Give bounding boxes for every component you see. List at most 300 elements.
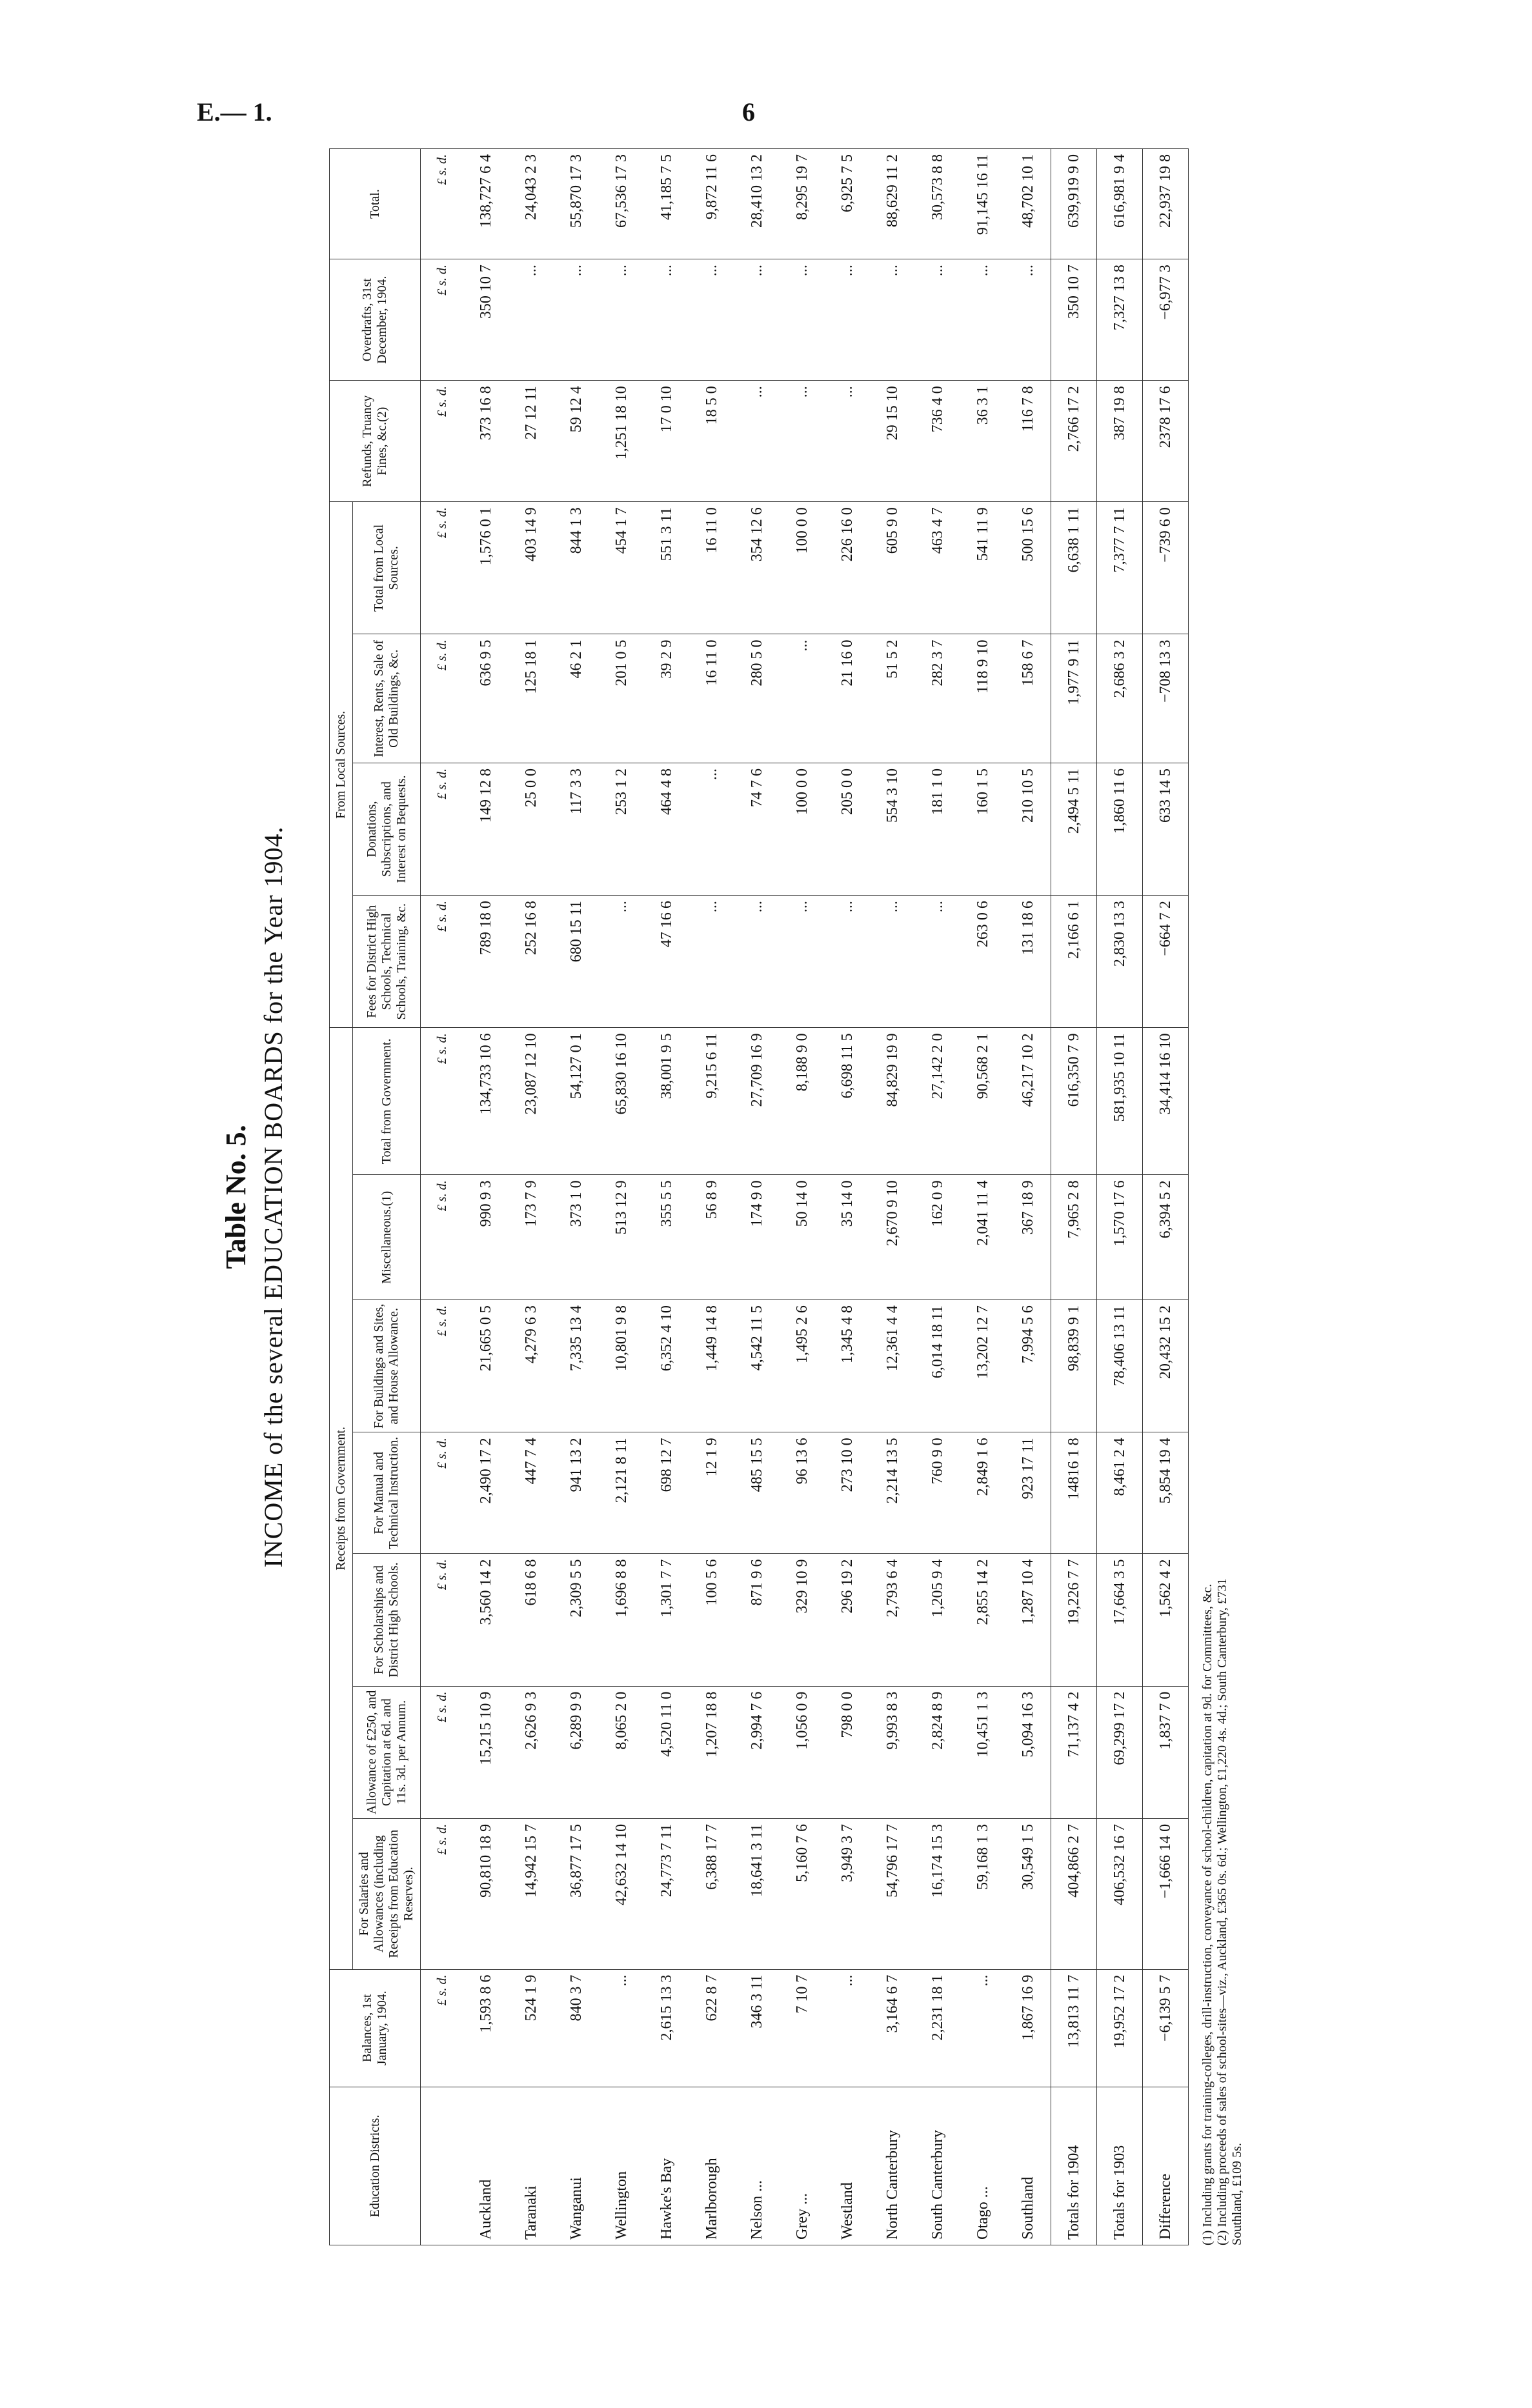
units-cell: £ s. d. bbox=[421, 1175, 464, 1300]
amount-cell: 355 5 5 bbox=[644, 1175, 689, 1300]
footnotes bbox=[1200, 148, 1245, 2245]
amount-cell: ... bbox=[1005, 259, 1051, 381]
amount-cell: 2,121 8 11 bbox=[599, 1432, 644, 1554]
amount-cell: 2,041 11 4 bbox=[960, 1175, 1005, 1300]
amount-cell: 844 1 3 bbox=[554, 502, 599, 634]
amount-cell: 16 11 0 bbox=[689, 502, 734, 634]
district-name: Totals for 1903 bbox=[1097, 2087, 1143, 2245]
amount-cell: 4,279 6 3 bbox=[509, 1300, 554, 1432]
district-name: Hawke's Bay bbox=[644, 2087, 689, 2245]
header-local-sources: From Local Sources. bbox=[330, 502, 353, 1028]
amount-cell: 1,860 11 6 bbox=[1097, 763, 1143, 895]
district-name: Westland bbox=[825, 2087, 870, 2245]
units-cell: £ s. d. bbox=[421, 1969, 464, 2087]
amount-cell: 2378 17 6 bbox=[1143, 381, 1189, 502]
district-name: Nelson ... bbox=[734, 2087, 780, 2245]
amount-cell: 616,981 9 4 bbox=[1097, 149, 1143, 259]
amount-cell: 2,490 17 2 bbox=[463, 1432, 509, 1554]
amount-cell: 14,942 15 7 bbox=[509, 1818, 554, 1969]
amount-cell: 181 1 0 bbox=[915, 763, 960, 895]
header-total-government: Total from Government. bbox=[353, 1028, 421, 1175]
amount-cell: 125 18 1 bbox=[509, 634, 554, 763]
table-number: Table No. 5. bbox=[220, 1125, 252, 1269]
amount-cell: 34,414 16 10 bbox=[1143, 1028, 1189, 1175]
amount-cell: 134,733 10 6 bbox=[463, 1028, 509, 1175]
header-misc: Miscellaneous.(1) bbox=[353, 1175, 421, 1300]
amount-cell: 7,994 5 6 bbox=[1005, 1300, 1051, 1432]
amount-cell: 17,664 3 5 bbox=[1097, 1554, 1143, 1686]
units-row bbox=[421, 149, 464, 2245]
header-balances: Balances, 1st January, 1904. bbox=[330, 1969, 421, 2087]
amount-cell: 618 6 8 bbox=[509, 1554, 554, 1686]
amount-cell: 9,215 6 11 bbox=[689, 1028, 734, 1175]
amount-cell: 2,166 6 1 bbox=[1051, 896, 1097, 1028]
table-row bbox=[644, 149, 689, 2245]
amount-cell: 1,593 8 6 bbox=[463, 1969, 509, 2087]
amount-cell: 1,449 14 8 bbox=[689, 1300, 734, 1432]
amount-cell: 16 11 0 bbox=[689, 634, 734, 763]
units-cell: £ s. d. bbox=[421, 149, 464, 259]
amount-cell: 48,702 10 1 bbox=[1005, 149, 1051, 259]
amount-cell: ... bbox=[554, 259, 599, 381]
amount-cell: 8,461 2 4 bbox=[1097, 1432, 1143, 1554]
amount-cell: 1,495 2 6 bbox=[780, 1300, 825, 1432]
header-overdrafts: Overdrafts, 31st December, 1904. bbox=[330, 259, 421, 381]
district-name: Marlborough bbox=[689, 2087, 734, 2245]
amount-cell: 6,388 17 7 bbox=[689, 1818, 734, 1969]
amount-cell: 67,536 17 3 bbox=[599, 149, 644, 259]
table-row bbox=[509, 149, 554, 2245]
amount-cell: 1,837 7 0 bbox=[1143, 1686, 1189, 1818]
amount-cell: 2,626 9 3 bbox=[509, 1686, 554, 1818]
district-name: Difference bbox=[1143, 2087, 1189, 2245]
totals-row bbox=[1051, 149, 1097, 2245]
amount-cell: ... bbox=[780, 634, 825, 763]
units-cell: £ s. d. bbox=[421, 502, 464, 634]
amount-cell: 3,164 6 7 bbox=[870, 1969, 915, 2087]
amount-cell: 616,350 7 9 bbox=[1051, 1028, 1097, 1175]
district-name: Wellington bbox=[599, 2087, 644, 2245]
amount-cell: 513 12 9 bbox=[599, 1175, 644, 1300]
amount-cell: 117 3 3 bbox=[554, 763, 599, 895]
amount-cell: 406,532 16 7 bbox=[1097, 1818, 1143, 1969]
amount-cell: 633 14 5 bbox=[1143, 763, 1189, 895]
amount-cell: 1,977 9 11 bbox=[1051, 634, 1097, 763]
district-name: Auckland bbox=[463, 2087, 509, 2245]
amount-cell: 6,925 7 5 bbox=[825, 149, 870, 259]
amount-cell: 736 4 0 bbox=[915, 381, 960, 502]
amount-cell: 25 0 0 bbox=[509, 763, 554, 895]
amount-cell: 27,142 2 0 bbox=[915, 1028, 960, 1175]
amount-cell: 6,014 18 11 bbox=[915, 1300, 960, 1432]
district-name: Totals for 1904 bbox=[1051, 2087, 1097, 2245]
amount-cell: ... bbox=[825, 259, 870, 381]
amount-cell: 273 10 0 bbox=[825, 1432, 870, 1554]
amount-cell: 27 12 11 bbox=[509, 381, 554, 502]
amount-cell: 41,185 7 5 bbox=[644, 149, 689, 259]
table-row bbox=[689, 149, 734, 2245]
amount-cell: 760 9 0 bbox=[915, 1432, 960, 1554]
amount-cell: ... bbox=[599, 1969, 644, 2087]
units-cell: £ s. d. bbox=[421, 1300, 464, 1432]
page-number: 6 bbox=[742, 97, 755, 126]
amount-cell: 84,829 19 9 bbox=[870, 1028, 915, 1175]
amount-cell: 2,494 5 11 bbox=[1051, 763, 1097, 895]
amount-cell: 464 4 8 bbox=[644, 763, 689, 895]
amount-cell: 2,766 17 2 bbox=[1051, 381, 1097, 502]
amount-cell: 91,145 16 11 bbox=[960, 149, 1005, 259]
amount-cell: 5,160 7 6 bbox=[780, 1818, 825, 1969]
amount-cell: 2,793 6 4 bbox=[870, 1554, 915, 1686]
amount-cell: ... bbox=[689, 259, 734, 381]
amount-cell: 6,352 4 10 bbox=[644, 1300, 689, 1432]
amount-cell: 367 18 9 bbox=[1005, 1175, 1051, 1300]
amount-cell: 7 10 7 bbox=[780, 1969, 825, 2087]
amount-cell: 8,188 9 0 bbox=[780, 1028, 825, 1175]
amount-cell: 990 9 3 bbox=[463, 1175, 509, 1300]
amount-cell: −6,977 3 bbox=[1143, 259, 1189, 381]
amount-cell: 14816 1 8 bbox=[1051, 1432, 1097, 1554]
amount-cell: 1,301 7 7 bbox=[644, 1554, 689, 1686]
amount-cell: 118 9 10 bbox=[960, 634, 1005, 763]
amount-cell: 9,872 11 6 bbox=[689, 149, 734, 259]
amount-cell: 8,295 19 7 bbox=[780, 149, 825, 259]
amount-cell: ... bbox=[734, 381, 780, 502]
amount-cell: ... bbox=[599, 896, 644, 1028]
amount-cell: 20,432 15 2 bbox=[1143, 1300, 1189, 1432]
amount-cell: ... bbox=[960, 259, 1005, 381]
amount-cell: 98,839 9 1 bbox=[1051, 1300, 1097, 1432]
page-reference: E.— 1. bbox=[197, 97, 272, 126]
district-name: Otago ... bbox=[960, 2087, 1005, 2245]
amount-cell: 36,877 17 5 bbox=[554, 1818, 599, 1969]
amount-cell: 280 5 0 bbox=[734, 634, 780, 763]
amount-cell: 636 9 5 bbox=[463, 634, 509, 763]
amount-cell: 59,168 1 3 bbox=[960, 1818, 1005, 1969]
table-row bbox=[599, 149, 644, 2245]
header-scholarships: For Scholarships and District High Schools. bbox=[353, 1554, 421, 1686]
amount-cell: 541 11 9 bbox=[960, 502, 1005, 634]
table-body bbox=[421, 149, 1189, 2245]
table-caption: INCOME of the several EDUCATION BOARDS for the Year 1904. bbox=[259, 826, 288, 1568]
amount-cell: 500 15 6 bbox=[1005, 502, 1051, 634]
amount-cell: 403 14 9 bbox=[509, 502, 554, 634]
amount-cell: 88,629 11 2 bbox=[870, 149, 915, 259]
amount-cell: 4,542 11 5 bbox=[734, 1300, 780, 1432]
amount-cell: 16,174 15 3 bbox=[915, 1818, 960, 1969]
amount-cell: 1,696 8 8 bbox=[599, 1554, 644, 1686]
units-blank bbox=[421, 2087, 464, 2245]
amount-cell: ... bbox=[734, 259, 780, 381]
amount-cell: 373 1 0 bbox=[554, 1175, 599, 1300]
header-refunds: Refunds, Truancy Fines, &c.(2) bbox=[330, 381, 421, 502]
amount-cell: 69,299 17 2 bbox=[1097, 1686, 1143, 1818]
amount-cell: ... bbox=[599, 259, 644, 381]
district-name: Southland bbox=[1005, 2087, 1051, 2245]
amount-cell: ... bbox=[870, 896, 915, 1028]
amount-cell: 354 12 6 bbox=[734, 502, 780, 634]
amount-cell: 447 7 4 bbox=[509, 1432, 554, 1554]
district-name: North Canterbury bbox=[870, 2087, 915, 2245]
header-districts: Education Districts. bbox=[330, 2087, 421, 2245]
district-name: Grey ... bbox=[780, 2087, 825, 2245]
amount-cell: 639,919 9 0 bbox=[1051, 149, 1097, 259]
amount-cell: 5,094 16 3 bbox=[1005, 1686, 1051, 1818]
rotated-table-page bbox=[168, 148, 1329, 2245]
amount-cell: 263 0 6 bbox=[960, 896, 1005, 1028]
amount-cell: ... bbox=[644, 259, 689, 381]
amount-cell: 138,727 6 4 bbox=[463, 149, 509, 259]
amount-cell: 789 18 0 bbox=[463, 896, 509, 1028]
amount-cell: 581,935 10 11 bbox=[1097, 1028, 1143, 1175]
amount-cell: 55,870 17 3 bbox=[554, 149, 599, 259]
table-row bbox=[1005, 149, 1051, 2245]
amount-cell: 205 0 0 bbox=[825, 763, 870, 895]
amount-cell: 6,638 1 11 bbox=[1051, 502, 1097, 634]
amount-cell: 160 1 5 bbox=[960, 763, 1005, 895]
amount-cell: 923 17 11 bbox=[1005, 1432, 1051, 1554]
amount-cell: 8,065 2 0 bbox=[599, 1686, 644, 1818]
amount-cell: 1,287 10 4 bbox=[1005, 1554, 1051, 1686]
amount-cell: 30,573 8 8 bbox=[915, 149, 960, 259]
amount-cell: 51 5 2 bbox=[870, 634, 915, 763]
amount-cell: 350 10 7 bbox=[1051, 259, 1097, 381]
amount-cell: ... bbox=[689, 896, 734, 1028]
amount-cell: 4,520 11 0 bbox=[644, 1686, 689, 1818]
amount-cell: 27,709 16 9 bbox=[734, 1028, 780, 1175]
units-cell: £ s. d. bbox=[421, 634, 464, 763]
amount-cell: 622 8 7 bbox=[689, 1969, 734, 2087]
amount-cell: 23,087 12 10 bbox=[509, 1028, 554, 1175]
amount-cell: ... bbox=[509, 259, 554, 381]
amount-cell: 253 1 2 bbox=[599, 763, 644, 895]
amount-cell: 100 0 0 bbox=[780, 502, 825, 634]
amount-cell: 149 12 8 bbox=[463, 763, 509, 895]
amount-cell: 15,215 10 9 bbox=[463, 1686, 509, 1818]
amount-cell: 13,813 11 7 bbox=[1051, 1969, 1097, 2087]
amount-cell: 5,854 19 4 bbox=[1143, 1432, 1189, 1554]
amount-cell: 226 16 0 bbox=[825, 502, 870, 634]
amount-cell: 18 5 0 bbox=[689, 381, 734, 502]
units-cell: £ s. d. bbox=[421, 1028, 464, 1175]
units-cell: £ s. d. bbox=[421, 381, 464, 502]
table-row bbox=[960, 149, 1005, 2245]
amount-cell: 131 18 6 bbox=[1005, 896, 1051, 1028]
amount-cell: 54,127 0 1 bbox=[554, 1028, 599, 1175]
amount-cell: ... bbox=[689, 763, 734, 895]
amount-cell: 524 1 9 bbox=[509, 1969, 554, 2087]
amount-cell: 71,137 4 2 bbox=[1051, 1686, 1097, 1818]
amount-cell: 162 0 9 bbox=[915, 1175, 960, 1300]
amount-cell: 2,214 13 5 bbox=[870, 1432, 915, 1554]
footnote-1: (1) Including grants for training-colleges, drill-instruction, conveyance of school-children, capitation at 9d. for Committees, &c. bbox=[1200, 1583, 1215, 2245]
totals-row bbox=[1143, 149, 1189, 2245]
amount-cell: 29 15 10 bbox=[870, 381, 915, 502]
amount-cell: 18,641 3 11 bbox=[734, 1818, 780, 1969]
amount-cell: 373 16 8 bbox=[463, 381, 509, 502]
units-cell: £ s. d. bbox=[421, 763, 464, 895]
amount-cell: 90,568 2 1 bbox=[960, 1028, 1005, 1175]
amount-cell: ... bbox=[780, 381, 825, 502]
amount-cell: 13,202 12 7 bbox=[960, 1300, 1005, 1432]
amount-cell: −664 7 2 bbox=[1143, 896, 1189, 1028]
header-donations: Donations, Subscriptions, and Interest on Bequests. bbox=[353, 763, 421, 895]
amount-cell: 7,377 7 11 bbox=[1097, 502, 1143, 634]
amount-cell: 28,410 13 2 bbox=[734, 149, 780, 259]
units-cell: £ s. d. bbox=[421, 259, 464, 381]
amount-cell: 551 3 11 bbox=[644, 502, 689, 634]
table-row bbox=[825, 149, 870, 2245]
amount-cell: 6,698 11 5 bbox=[825, 1028, 870, 1175]
district-name: Taranaki bbox=[509, 2087, 554, 2245]
amount-cell: 35 14 0 bbox=[825, 1175, 870, 1300]
header-total-local: Total from Local Sources. bbox=[353, 502, 421, 634]
amount-cell: 1,867 16 9 bbox=[1005, 1969, 1051, 2087]
amount-cell: 1,576 0 1 bbox=[463, 502, 509, 634]
amount-cell: 698 12 7 bbox=[644, 1432, 689, 1554]
amount-cell: 2,231 18 1 bbox=[915, 1969, 960, 2087]
amount-cell: 19,952 17 2 bbox=[1097, 1969, 1143, 2087]
amount-cell: ... bbox=[780, 896, 825, 1028]
amount-cell: ... bbox=[780, 259, 825, 381]
amount-cell: 74 7 6 bbox=[734, 763, 780, 895]
table-row bbox=[554, 149, 599, 2245]
amount-cell: 100 5 6 bbox=[689, 1554, 734, 1686]
amount-cell: 3,949 3 7 bbox=[825, 1818, 870, 1969]
amount-cell: 9,993 8 3 bbox=[870, 1686, 915, 1818]
footnote-2-continued: Southland, £109 5s. bbox=[1230, 2143, 1244, 2245]
amount-cell: 116 7 8 bbox=[1005, 381, 1051, 502]
header-interest: Interest, Rents, Sale of Old Buildings, &c. bbox=[353, 634, 421, 763]
units-cell: £ s. d. bbox=[421, 1432, 464, 1554]
amount-cell: ... bbox=[825, 1969, 870, 2087]
units-cell: £ s. d. bbox=[421, 1818, 464, 1969]
amount-cell: 36 3 1 bbox=[960, 381, 1005, 502]
header-manual: For Manual and Technical Instruction. bbox=[353, 1432, 421, 1554]
table-row bbox=[870, 149, 915, 2245]
amount-cell: 282 3 7 bbox=[915, 634, 960, 763]
amount-cell: 174 9 0 bbox=[734, 1175, 780, 1300]
amount-cell: 463 4 7 bbox=[915, 502, 960, 634]
amount-cell: 78,406 13 11 bbox=[1097, 1300, 1143, 1432]
amount-cell: 680 15 11 bbox=[554, 896, 599, 1028]
amount-cell: 65,830 16 10 bbox=[599, 1028, 644, 1175]
amount-cell: 96 13 6 bbox=[780, 1432, 825, 1554]
amount-cell: 39 2 9 bbox=[644, 634, 689, 763]
units-cell: £ s. d. bbox=[421, 1686, 464, 1818]
amount-cell: 46,217 10 2 bbox=[1005, 1028, 1051, 1175]
amount-cell: ... bbox=[825, 381, 870, 502]
district-name: South Canterbury bbox=[915, 2087, 960, 2245]
amount-cell: 3,560 14 2 bbox=[463, 1554, 509, 1686]
amount-cell: 1,345 4 8 bbox=[825, 1300, 870, 1432]
amount-cell: 21 16 0 bbox=[825, 634, 870, 763]
header-total: Total. bbox=[330, 149, 421, 259]
amount-cell: ... bbox=[915, 896, 960, 1028]
amount-cell: −6,139 5 7 bbox=[1143, 1969, 1189, 2087]
header-receipts-government: Receipts from Government. bbox=[330, 1028, 353, 1969]
amount-cell: 6,289 9 9 bbox=[554, 1686, 599, 1818]
amount-cell: 173 7 9 bbox=[509, 1175, 554, 1300]
amount-cell: 2,824 8 9 bbox=[915, 1686, 960, 1818]
amount-cell: 56 8 9 bbox=[689, 1175, 734, 1300]
amount-cell: 46 2 1 bbox=[554, 634, 599, 763]
district-name: Wanganui bbox=[554, 2087, 599, 2245]
amount-cell: 404,866 2 7 bbox=[1051, 1818, 1097, 1969]
amount-cell: 871 9 6 bbox=[734, 1554, 780, 1686]
amount-cell: 10,801 9 8 bbox=[599, 1300, 644, 1432]
amount-cell: 485 15 5 bbox=[734, 1432, 780, 1554]
totals-row bbox=[1097, 149, 1143, 2245]
amount-cell: 90,810 18 9 bbox=[463, 1818, 509, 1969]
amount-cell: 346 3 11 bbox=[734, 1969, 780, 2087]
amount-cell: 12,361 4 4 bbox=[870, 1300, 915, 1432]
header-salaries: For Salaries and Allowances (including Receipts from Education Reserves). bbox=[353, 1818, 421, 1969]
amount-cell: 22,937 19 8 bbox=[1143, 149, 1189, 259]
header-fees: Fees for District High Schools, Technical Schools, Training, &c. bbox=[353, 896, 421, 1028]
amount-cell: ... bbox=[915, 259, 960, 381]
amount-cell: 1,570 17 6 bbox=[1097, 1175, 1143, 1300]
amount-cell: 50 14 0 bbox=[780, 1175, 825, 1300]
amount-cell: ... bbox=[870, 259, 915, 381]
header-buildings: For Buildings and Sites, and House Allowance. bbox=[353, 1300, 421, 1432]
table-row bbox=[915, 149, 960, 2245]
amount-cell: 17 0 10 bbox=[644, 381, 689, 502]
amount-cell: 30,549 1 5 bbox=[1005, 1818, 1051, 1969]
amount-cell: ... bbox=[734, 896, 780, 1028]
amount-cell: 1,562 4 2 bbox=[1143, 1554, 1189, 1686]
amount-cell: 1,207 18 8 bbox=[689, 1686, 734, 1818]
amount-cell: 941 13 2 bbox=[554, 1432, 599, 1554]
amount-cell: 7,327 13 8 bbox=[1097, 259, 1143, 381]
amount-cell: 21,665 0 5 bbox=[463, 1300, 509, 1432]
amount-cell: 47 16 6 bbox=[644, 896, 689, 1028]
amount-cell: 19,226 7 7 bbox=[1051, 1554, 1097, 1686]
amount-cell: 24,043 2 3 bbox=[509, 149, 554, 259]
amount-cell: 2,849 1 6 bbox=[960, 1432, 1005, 1554]
amount-cell: 1,056 0 9 bbox=[780, 1686, 825, 1818]
amount-cell: 38,001 9 5 bbox=[644, 1028, 689, 1175]
amount-cell: 2,855 14 2 bbox=[960, 1554, 1005, 1686]
amount-cell: 54,796 17 7 bbox=[870, 1818, 915, 1969]
amount-cell: −708 13 3 bbox=[1143, 634, 1189, 763]
table-row bbox=[463, 149, 509, 2245]
header-allowance: Allowance of £250, and Capitation at 6d. and 11s. 3d. per Annum. bbox=[353, 1686, 421, 1818]
amount-cell: 554 3 10 bbox=[870, 763, 915, 895]
amount-cell: 6,394 5 2 bbox=[1143, 1175, 1189, 1300]
amount-cell: 1,251 18 10 bbox=[599, 381, 644, 502]
amount-cell: 10,451 1 3 bbox=[960, 1686, 1005, 1818]
income-table bbox=[329, 148, 1189, 2245]
amount-cell: −739 6 0 bbox=[1143, 502, 1189, 634]
table-row bbox=[780, 149, 825, 2245]
footnote-2: (2) Including proceeds of sales of school-sites—viz., Auckland, £365 0s. 6d.; Wellington, £1,220 4s. 4d.; South Canterbury, £731 bbox=[1215, 1578, 1229, 2245]
amount-cell: 798 0 0 bbox=[825, 1686, 870, 1818]
units-cell: £ s. d. bbox=[421, 896, 464, 1028]
amount-cell: ... bbox=[825, 896, 870, 1028]
amount-cell: 387 19 8 bbox=[1097, 381, 1143, 502]
amount-cell: 454 1 7 bbox=[599, 502, 644, 634]
amount-cell: 2,830 13 3 bbox=[1097, 896, 1143, 1028]
amount-cell: 158 6 7 bbox=[1005, 634, 1051, 763]
amount-cell: 7,335 13 4 bbox=[554, 1300, 599, 1432]
amount-cell: 605 9 0 bbox=[870, 502, 915, 634]
amount-cell: 24,773 7 11 bbox=[644, 1818, 689, 1969]
units-cell: £ s. d. bbox=[421, 1554, 464, 1686]
amount-cell: 210 10 5 bbox=[1005, 763, 1051, 895]
amount-cell: 2,670 9 10 bbox=[870, 1175, 915, 1300]
amount-cell: −1,666 14 0 bbox=[1143, 1818, 1189, 1969]
